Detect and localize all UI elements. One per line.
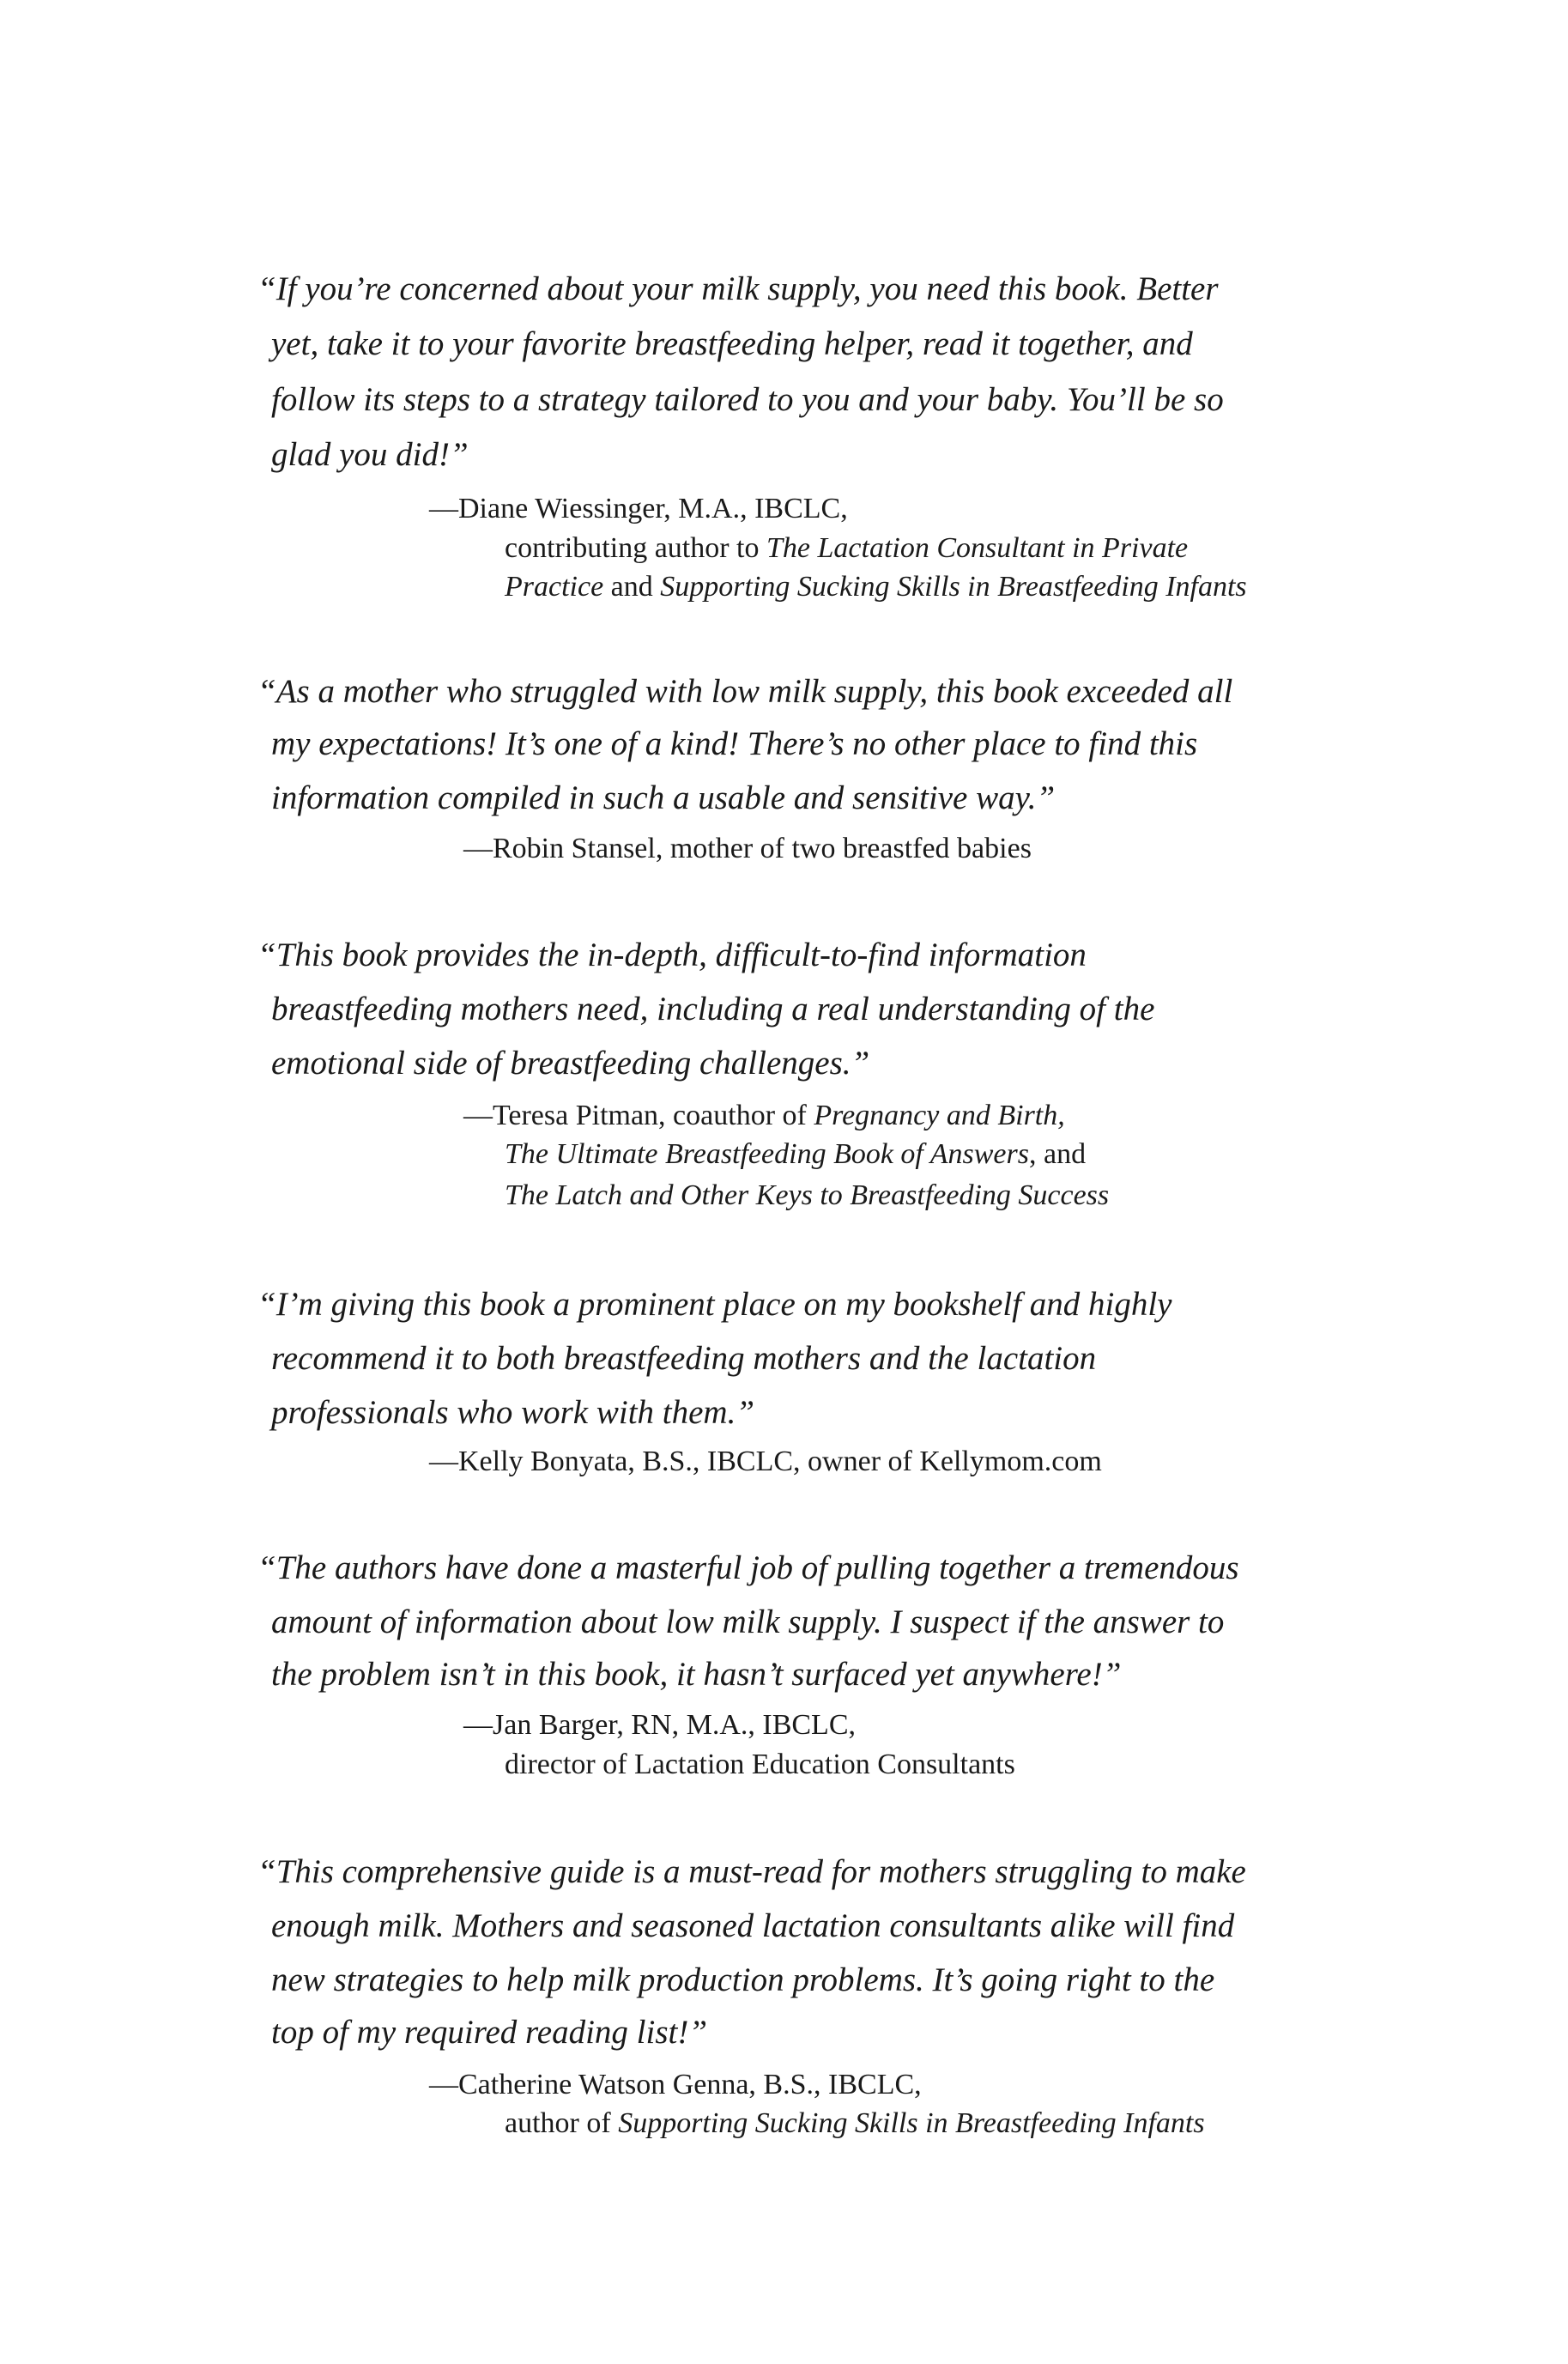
attribution-line (505, 1177, 1109, 1215)
quote-line: the problem isn’t in this book, it hasn’t surfaced yet anywhere!” (271, 1656, 1122, 1693)
title-text: Supporting Sucking Skills in Breastfeeding Infants (618, 2107, 1205, 2139)
attribution-line (463, 1097, 1065, 1135)
quote-line: emotional side of breastfeeding challenges.” (271, 1045, 870, 1082)
title-text: Supporting Sucking Skills in Breastfeeding Infants (660, 571, 1247, 603)
attribution-line (429, 490, 848, 528)
quote-line: my expectations! It’s one of a kind! There’s no other place to find this (271, 725, 1198, 762)
quote-line: amount of information about low milk supply. I suspect if the answer to (271, 1603, 1225, 1640)
attribution-line (505, 1746, 1015, 1784)
quote-line: enough milk. Mothers and seasoned lactation consultants alike will find (271, 1907, 1235, 1944)
attribution-text: —Jan Barger, RN, M.A., IBCLC, (463, 1709, 856, 1741)
quote-line: follow its steps to a strategy tailored to you and your baby. You’ll be so (271, 381, 1224, 418)
attribution-line (429, 2066, 922, 2104)
title-text: The Ultimate Breastfeeding Book of Answers (505, 1138, 1029, 1170)
attribution-text: author of (505, 2107, 619, 2139)
title-text: Practice (505, 571, 604, 603)
attribution-text: , and (1029, 1138, 1087, 1170)
quote-line: breastfeeding mothers need, including a real understanding of the (271, 991, 1155, 1027)
attribution-line (463, 830, 1032, 868)
attribution-line (505, 1136, 1086, 1173)
quote-line: top of my required reading list!” (271, 2014, 708, 2051)
attribution-line (505, 568, 1247, 606)
quote-line: “If you’re concerned about your milk supply, you need this book. Better (257, 270, 1219, 307)
title-text: Pregnancy and Birth, (814, 1100, 1065, 1131)
quote-line: “I’m giving this book a prominent place on my bookshelf and highly (257, 1286, 1172, 1323)
title-text: The Latch and Other Keys to Breastfeeding Success (505, 1179, 1110, 1211)
attribution-line (505, 2105, 1205, 2143)
attribution-text: —Kelly Bonyata, B.S., IBCLC, owner of Kellymom.com (429, 1446, 1102, 1477)
quote-line: “As a mother who struggled with low milk supply, this book exceeded all (257, 673, 1233, 710)
quote-line: “This book provides the in-depth, difficult-to-find information (257, 937, 1087, 973)
attribution-text: —Diane Wiessinger, M.A., IBCLC, (429, 493, 848, 524)
attribution-line (429, 1443, 1102, 1481)
attribution-text: —Catherine Watson Genna, B.S., IBCLC, (429, 2069, 922, 2100)
quote-line: professionals who work with them.” (271, 1394, 755, 1431)
title-text: The Lactation Consultant in Private (766, 532, 1189, 564)
attribution-text: contributing author to (505, 532, 767, 564)
attribution-line (463, 1706, 856, 1744)
quote-line: yet, take it to your favorite breastfeeding helper, read it together, and (271, 325, 1193, 362)
attribution-text: —Teresa Pitman, coauthor of (463, 1100, 814, 1131)
quote-line: glad you did!” (271, 436, 469, 473)
quote-line: information compiled in such a usable and sensitive way.” (271, 779, 1056, 816)
attribution-line (505, 530, 1188, 567)
quote-line: “This comprehensive guide is a must-read for mothers struggling to make (257, 1853, 1246, 1890)
attribution-text: director of Lactation Education Consultants (505, 1749, 1015, 1780)
attribution-text: and (603, 571, 661, 603)
quote-line: “The authors have done a masterful job of pulling together a tremendous (257, 1549, 1239, 1586)
attribution-text: —Robin Stansel, mother of two breastfed babies (463, 833, 1032, 864)
quote-line: recommend it to both breastfeeding mothers and the lactation (271, 1340, 1097, 1377)
quote-line: new strategies to help milk production problems. It’s going right to the (271, 1961, 1215, 1998)
